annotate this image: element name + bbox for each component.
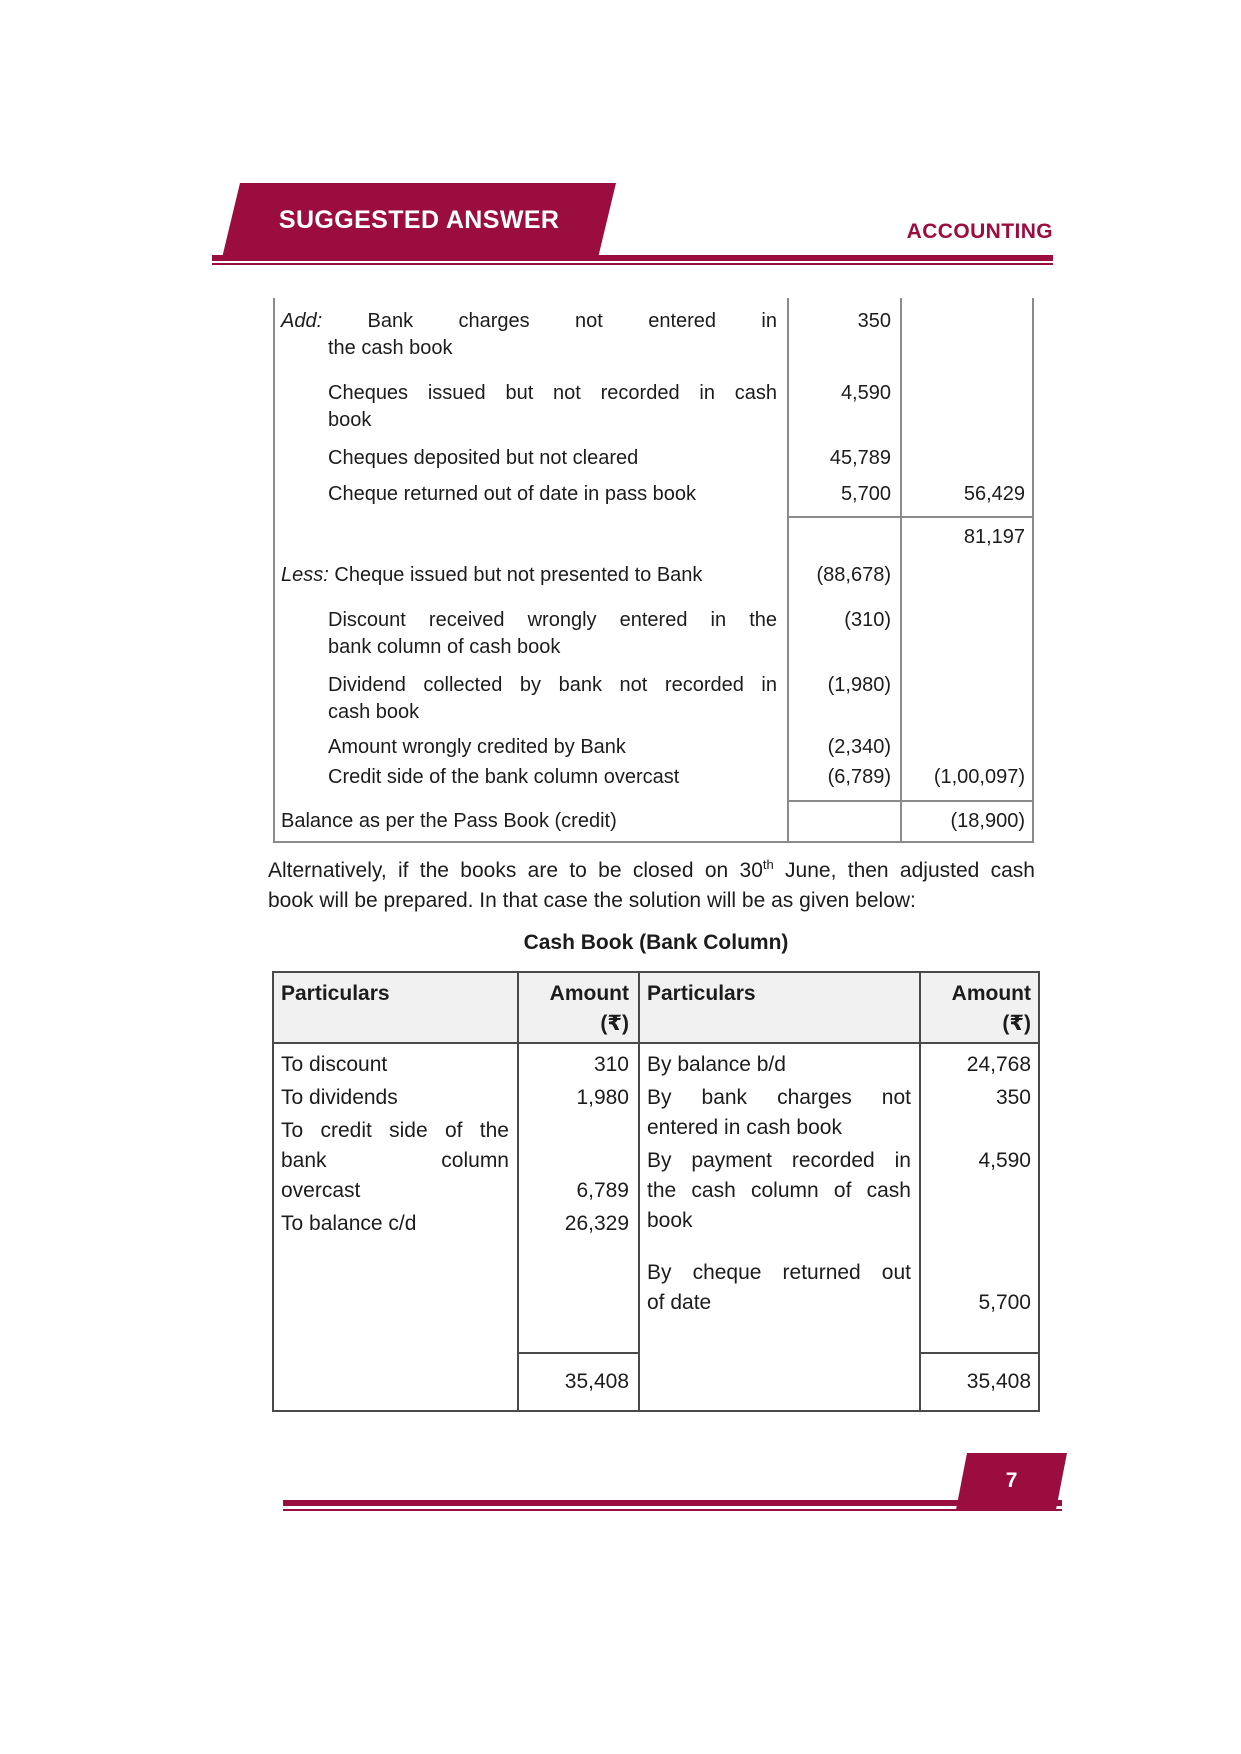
add-prefix: Add: (281, 310, 323, 332)
row-total: (1,00,097) (933, 766, 1025, 788)
credit-total: 35,408 (966, 1370, 1031, 1393)
header-divider (272, 1042, 1040, 1044)
ledger-item: To balance c/d 26,329 (272, 1209, 638, 1239)
table-row (273, 672, 1034, 726)
debit-side (272, 1042, 638, 1353)
cash-book-title: Cash Book (Bank Column) (523, 931, 789, 954)
ledger-item: To dividends 1,980 (272, 1083, 638, 1113)
subtotal-rule (787, 516, 1034, 518)
column-header-amount-left: Amount (₹) (517, 979, 638, 1039)
alternative-note: Alternatively, if the books are to be closed on 30th June, then adjusted cash book will be prepared. In that case the solution will be as given below: (268, 857, 1035, 912)
row-amount: (1,980) (827, 674, 891, 696)
subject-label: ACCOUNTING (906, 220, 1053, 243)
row-label: Less: Cheque issued but not presented to Bank (281, 564, 703, 586)
table-divider-2 (638, 971, 640, 1412)
header-rule-thin (212, 263, 1053, 265)
rupee-symbol: (₹) (1002, 1012, 1031, 1035)
ledger-item: To credit side of the bank column overcast 6,789 (272, 1116, 638, 1206)
total-rule-right (919, 1352, 1040, 1354)
row-label: Discount received wrongly entered in the bank column of cash book (328, 609, 777, 658)
item-amount: 1,980 (576, 1086, 629, 1109)
debit-total: 35,408 (564, 1370, 629, 1393)
table-row (273, 607, 1034, 661)
row-label: Credit side of the bank column overcast (328, 766, 680, 788)
table-row (273, 562, 1034, 589)
item-amount: 350 (995, 1086, 1031, 1109)
rupee-symbol: (₹) (600, 1012, 629, 1035)
row-amount: 4,590 (840, 382, 891, 404)
item-amount: 310 (593, 1053, 629, 1076)
table-divider-1 (517, 971, 519, 1412)
page-number-box (956, 1453, 1067, 1509)
table-border-left (272, 971, 274, 1412)
table-border-bottom (272, 1410, 1040, 1412)
item-amount: 24,768 (966, 1053, 1031, 1076)
row-label: Cheques issued but not recorded in cash book (328, 382, 777, 431)
table-row (273, 308, 1034, 362)
column-header-particulars-left: Particulars (281, 982, 390, 1005)
row-label: Cheques deposited but not cleared (328, 447, 639, 469)
ledger-item: By cheque returned out of date 5,700 (638, 1258, 1040, 1318)
row-label: Balance as per the Pass Book (credit) (281, 810, 617, 832)
table-row (273, 481, 1034, 508)
row-label: Dividend collected by bank not recorded in cash book (328, 674, 777, 723)
table-row (273, 734, 1034, 761)
table-border-bottom (273, 841, 1034, 843)
item-amount: 26,329 (564, 1212, 629, 1235)
superscript-th: th (762, 857, 774, 872)
item-amount: 5,700 (978, 1291, 1031, 1314)
reconciliation-table (273, 298, 1034, 843)
row-total: 81,197 (963, 526, 1025, 548)
row-amount: (88,678) (816, 564, 891, 586)
balance-rule (787, 800, 1034, 802)
ledger-item: By balance b/d 24,768 (638, 1050, 1040, 1080)
row-amount: 350 (857, 310, 891, 332)
row-amount: (2,340) (827, 736, 891, 758)
row-amount: 5,700 (840, 483, 891, 505)
table-row (273, 380, 1034, 434)
item-amount: 4,590 (978, 1149, 1031, 1172)
banner-label: SUGGESTED ANSWER (278, 206, 560, 234)
row-amount: (310) (844, 609, 891, 631)
ledger-item: To discount 310 (272, 1050, 638, 1080)
credit-side (638, 1042, 1040, 1353)
table-row (273, 808, 1034, 835)
column-header-particulars-right: Particulars (647, 982, 756, 1005)
row-amount: (6,789) (827, 766, 891, 788)
table-row (273, 445, 1034, 472)
column-header-amount-right: Amount (₹) (919, 979, 1040, 1039)
page-number: 7 (1005, 1469, 1018, 1492)
row-label: Amount wrongly credited by Bank (328, 736, 626, 758)
row-amount: 45,789 (829, 447, 891, 469)
row-total: (18,900) (950, 810, 1025, 832)
footer-rule-thin (283, 1509, 1062, 1511)
table-divider-3 (919, 971, 921, 1412)
cash-book-table (272, 971, 1040, 1412)
row-total: 56,429 (963, 483, 1025, 505)
table-border-top (272, 971, 1040, 973)
table-row (273, 524, 1034, 551)
footer-rule-thick (283, 1500, 1062, 1506)
less-prefix: Less: (281, 564, 329, 586)
row-label: Add: Bank charges not entered in the cash book (281, 310, 778, 359)
table-row (273, 764, 1034, 791)
row-label: Cheque returned out of date in pass book (328, 483, 697, 505)
item-amount: 6,789 (576, 1179, 629, 1202)
ledger-item: By payment recorded in the cash column of cash book 4,590 (638, 1146, 1040, 1236)
suggested-answer-banner (222, 183, 616, 257)
ledger-item: By bank charges not entered in cash book 350 (638, 1083, 1040, 1143)
table-border-right (1038, 971, 1040, 1412)
total-rule-left (517, 1352, 638, 1354)
